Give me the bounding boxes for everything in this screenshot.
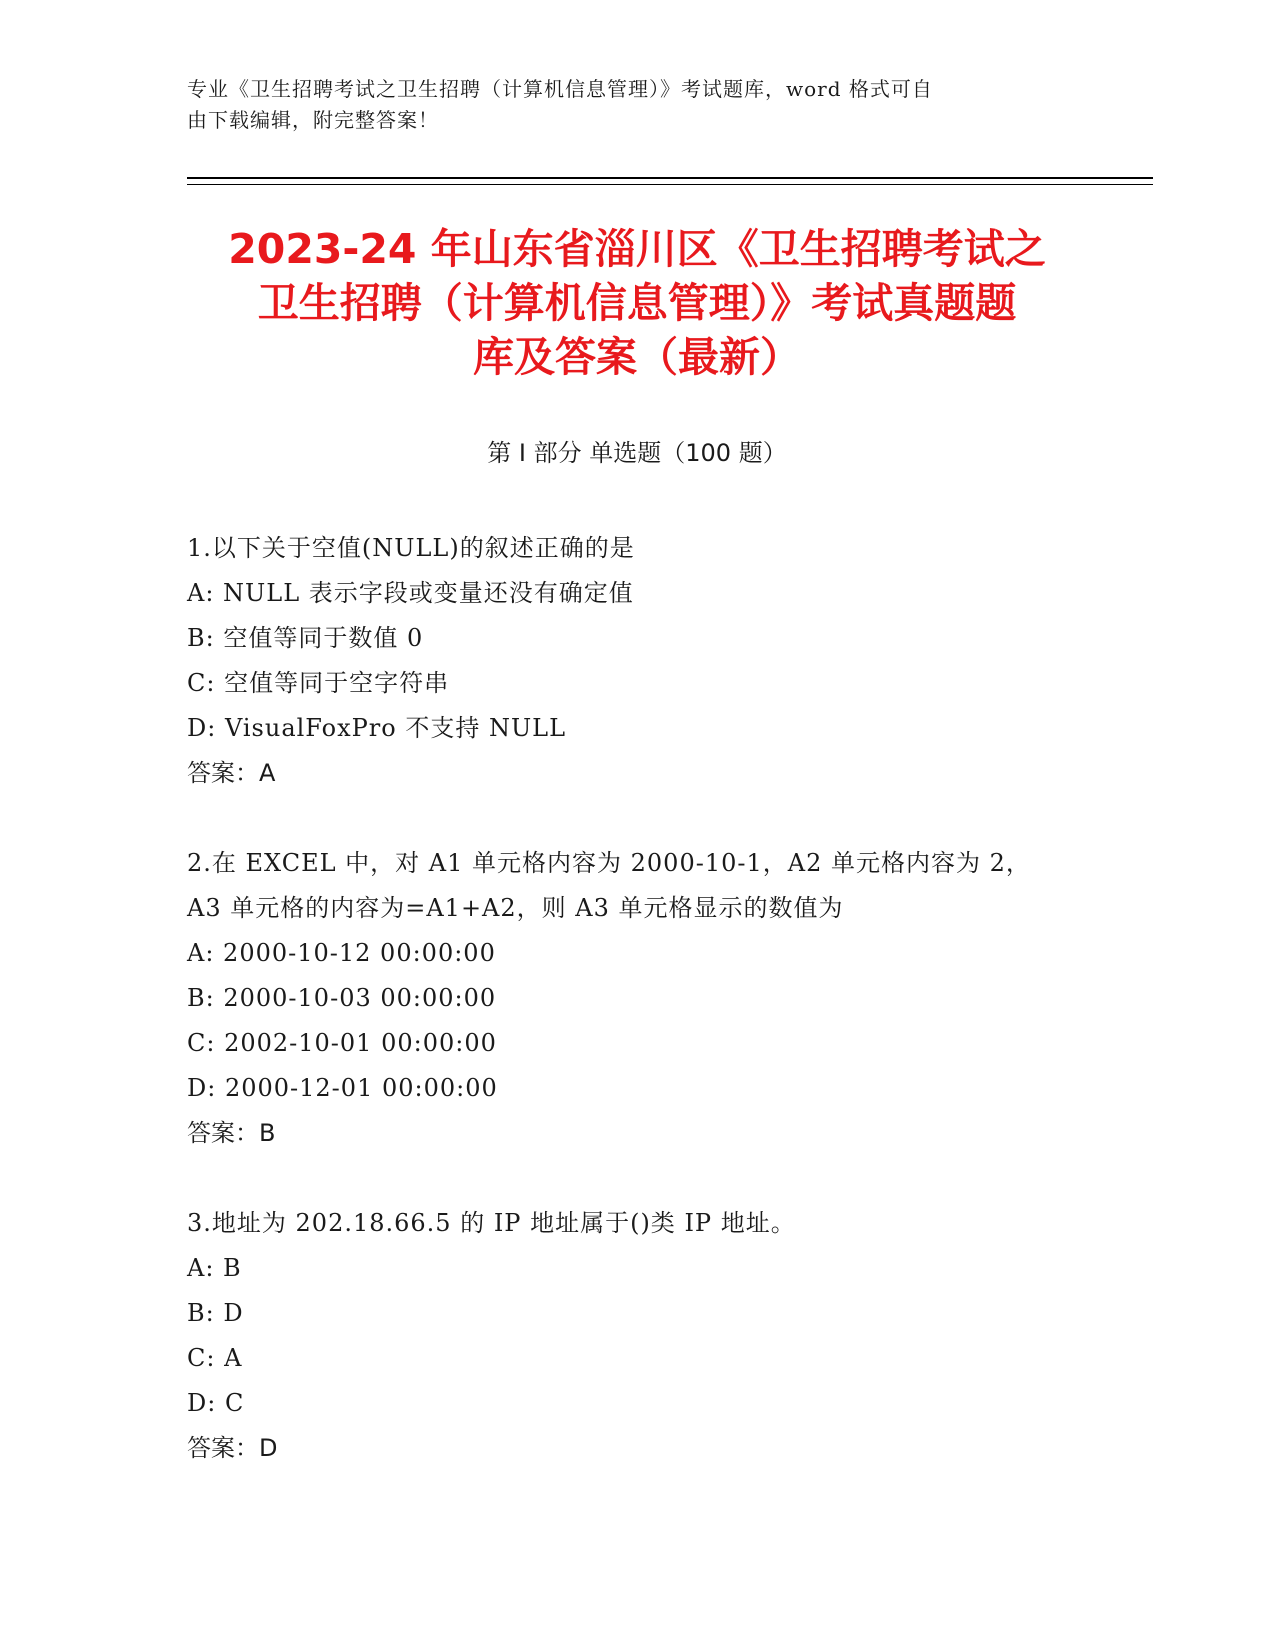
question-stem: 2.在 EXCEL 中，对 A1 单元格内容为 2000-10-1，A2 单元格内容为 2，: [187, 849, 1031, 877]
option-a: A: NULL 表示字段或变量还没有确定值: [187, 579, 634, 607]
option-c: C: 空值等同于空字符串: [187, 669, 450, 697]
title-line: 卫生招聘（计算机信息管理）》考试真题题: [257, 279, 1017, 327]
header-rule-thin: [187, 184, 1153, 185]
question-1: [187, 526, 1087, 796]
option-b: B: D: [187, 1299, 244, 1327]
header-rule-thick: [187, 177, 1153, 179]
header-note-line: 专业《卫生招聘考试之卫生招聘（计算机信息管理）》考试题库，word 格式可自: [187, 77, 933, 101]
question-list: [187, 526, 1087, 1516]
option-c: C: A: [187, 1344, 243, 1372]
question-3: [187, 1201, 1087, 1471]
question-2: [187, 841, 1087, 1156]
option-d: D: 2000-12-01 00:00:00: [187, 1074, 498, 1102]
question-stem: A3 单元格的内容为=A1+A2，则 A3 单元格显示的数值为: [187, 894, 844, 922]
question-stem: 1.以下关于空值(NULL)的叙述正确的是: [187, 534, 635, 562]
header-note-line: 由下载编辑，附完整答案！: [187, 108, 439, 132]
answer: 答案：B: [187, 1119, 276, 1147]
option-d: D: C: [187, 1389, 245, 1417]
option-a: A: B: [187, 1254, 242, 1282]
option-c: C: 2002-10-01 00:00:00: [187, 1029, 497, 1057]
header-note: [187, 74, 1087, 136]
option-b: B: 2000-10-03 00:00:00: [187, 984, 497, 1012]
answer: 答案：A: [187, 759, 276, 787]
option-d: D: VisualFoxPro 不支持 NULL: [187, 714, 567, 742]
option-b: B: 空值等同于数值 0: [187, 624, 424, 652]
answer: 答案：D: [187, 1434, 278, 1462]
title-line: 2023-24 年山东省淄川区《卫生招聘考试之: [228, 225, 1046, 273]
option-a: A: 2000-10-12 00:00:00: [187, 939, 496, 967]
question-stem: 3.地址为 202.18.66.5 的 IP 地址属于()类 IP 地址。: [187, 1209, 796, 1237]
title-line: 库及答案（最新）: [473, 333, 801, 381]
section-title: 第 I 部分 单选题（100 题）: [487, 439, 787, 467]
document-title: [187, 222, 1087, 384]
